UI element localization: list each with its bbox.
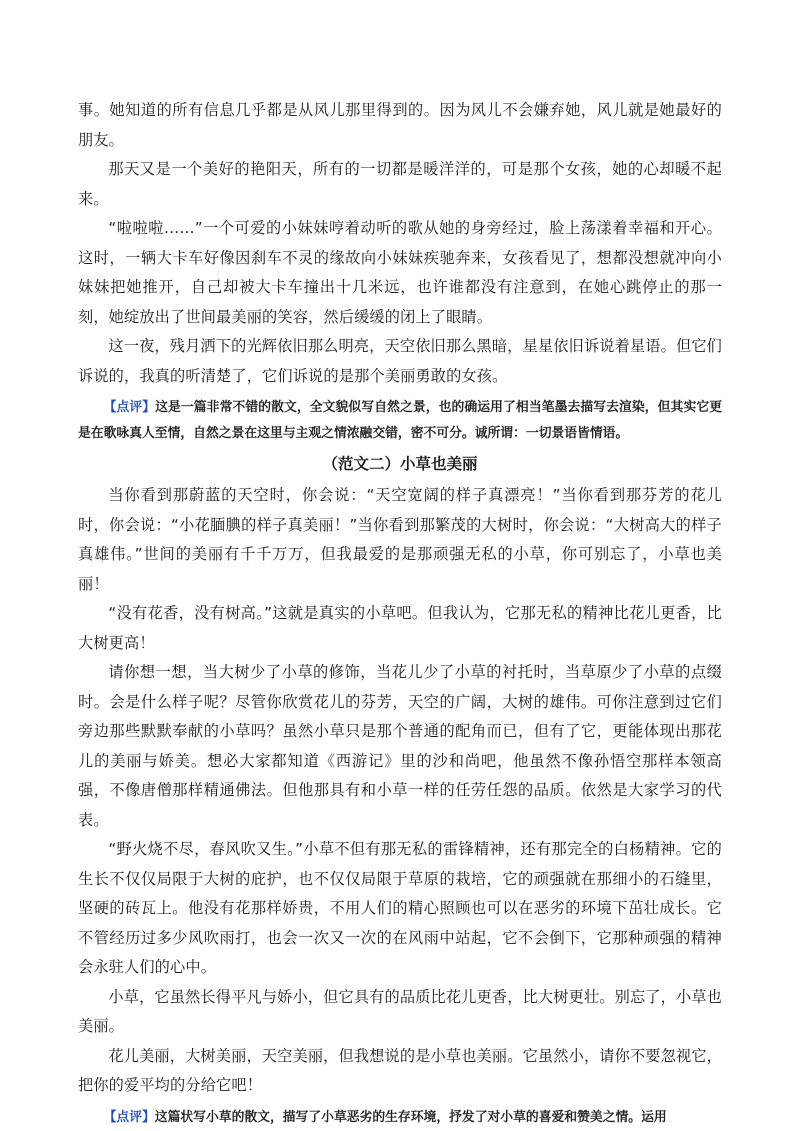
paragraph: 事。她知道的所有信息几乎都是从风儿那里得到的。因为风儿不会嫌弃她，风儿就是她最好的朋友。	[78, 101, 722, 149]
paragraph: 请你想一想，当大树少了小草的修饰，当花儿少了小草的衬托时，当草原少了小草的点缀时。会是什么样子呢？尽管你欣赏花儿的芬芳，天空的广阔，大树的雄伟。可你注意到过它们旁边那些默默奉献的小草吗？虽然小草只是那个普通的配角而已，但有了它，更能体现出那花儿的美丽与娇美。想必大家都知道《西游记》里的沙和尚吧，他虽然不像孙悟空那样本领高强，不像唐僧那样精通佛法。但他那具有和小草一样的任劳任怨的品质。依然是大家学习的代表。	[78, 663, 722, 829]
review-text: 这是一篇非常不错的散文，全文貌似写自然之景，也的确运用了相当笔墨去描写去渲染，但其实它更是在歌咏真人至情，自然之景在这里与主观之情浓融交错，密不可分。诚所谓：一切景语皆情语。	[78, 400, 723, 441]
review-tag: 【点评】	[103, 400, 156, 415]
review-comment	[78, 395, 722, 447]
paragraph: “啦啦啦……”一个可爱的小妹妹哼着动听的歌从她的身旁经过，脸上荡漾着幸福和开心。这时，一辆大卡车好像因刹车不灵的缘故向小妹妹疾驰奔来，女孩看见了，想都没想就冲向小妹妹把她推开，自己却被大卡车撞出十几米远，也许谁都没有注意到，在她心跳停止的那一刻，她绽放出了世间最美丽的笑容，然后缓缓的闭上了眼睛。	[78, 219, 722, 326]
paragraph: “没有花香，没有树高。”这就是真实的小草吧。但我认为，它那无私的精神比花儿更香，比大树更高！	[78, 604, 722, 652]
paragraph: 这一夜，残月洒下的光辉依旧那么明亮，天空依旧那么黑暗，星星依旧诉说着星语。但它们诉说的，我真的听清楚了，它们诉说的是那个美丽勇敢的女孩。	[78, 337, 722, 385]
review-comment	[78, 1105, 722, 1131]
review-text: 这篇状写小草的散文，描写了小草恶劣的生存环境，抒发了对小草的喜爱和赞美之情。运用	[154, 1109, 667, 1125]
essay-title: （范文二）小草也美丽	[322, 455, 478, 473]
review-tag: 【点评】	[103, 1109, 155, 1125]
paragraph: 花儿美丽，大树美丽，天空美丽，但我想说的是小草也美丽。它虽然小，请你不要忽视它，把你的爱平均的分给它吧！	[78, 1046, 722, 1094]
paragraph: “野火烧不尽，春风吹又生。”小草不但有那无私的雷锋精神，还有那完全的白杨精神。它的生长不仅仅局限于大树的庇护，也不仅仅局限于草原的栽培，它的顽强就在那细小的石缝里，坚硬的砖瓦上。他没有花那样娇贵，不用人们的精心照顾也可以在恶劣的环境下茁壮成长。它不管经历过多少风吹雨打，也会一次又一次的在风雨中站起，它不会倒下，它那种顽强的精神会永驻人们的心中。	[78, 840, 722, 976]
paragraph: 那天又是一个美好的艳阳天，所有的一切都是暖洋洋的，可是那个女孩，她的心却暖不起来。	[78, 160, 722, 208]
paragraph: 当你看到那蔚蓝的天空时，你会说：“天空宽阔的样子真漂亮！”当你看到那芬芳的花儿时，你会说：“小花腼腆的样子真美丽！”当你看到那繁茂的大树时，你会说：“大树高大的样子真雄伟。”世间的美丽有千千万万，但我最爱的是那顽强无私的小草，你可别忘了，小草也美丽！	[78, 486, 722, 593]
document-body	[78, 96, 722, 1131]
paragraph: 小草，它虽然长得平凡与娇小，但它具有的品质比花儿更香，比大树更壮。别忘了，小草也美丽。	[78, 987, 722, 1035]
